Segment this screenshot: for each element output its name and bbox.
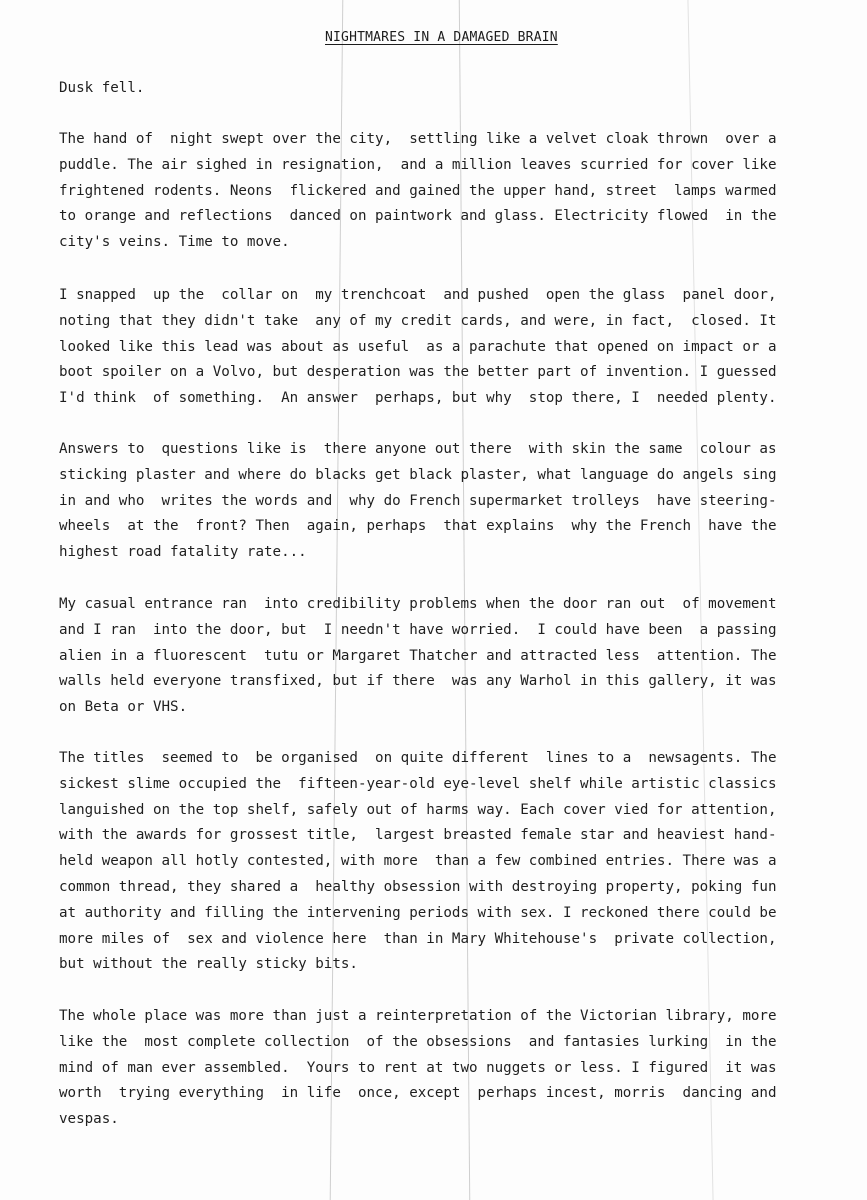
document-title: NIGHTMARES IN A DAMAGED BRAIN	[325, 30, 558, 45]
text-line: I snapped up the collar on my trenchcoat and pushed open the glass panel door,	[59, 287, 777, 303]
text-line: held weapon all hotly contested, with more than a few combined entries. There was a	[59, 853, 777, 870]
text-line: but without the really sticky bits.	[59, 956, 358, 973]
text-line: with the awards for grossest title, largest breasted female star and heaviest hand-	[59, 827, 777, 844]
text-line: highest road fatality rate...	[59, 544, 307, 561]
text-line: sticking plaster and where do blacks get black plaster, what language do angels sing	[59, 466, 777, 483]
text-line: I'd think of something. An answer perhaps, but why stop there, I needed plenty.	[59, 390, 777, 407]
text-line: languished on the top shelf, safely out of harms way. Each cover vied for attention,	[59, 801, 777, 818]
paragraph	[59, 1004, 839, 1133]
text-line: wheels at the front? Then again, perhaps that explains why the French have the	[59, 518, 777, 535]
text-line: The whole place was more than just a reinterpretation of the Victorian library, more	[59, 1008, 777, 1024]
text-line: in and who writes the words and why do French supermarket trolleys have steering-	[59, 492, 777, 509]
text-line: and I ran into the door, but I needn't have worried. I could have been a passing	[59, 621, 777, 638]
text-line: sickest slime occupied the fifteen-year-old eye-level shelf while artistic classics	[59, 775, 777, 792]
text-line: alien in a fluorescent tutu or Margaret Thatcher and attracted less attention. The	[59, 647, 777, 664]
paragraph	[59, 592, 839, 721]
paragraph	[59, 746, 839, 978]
paragraph	[59, 127, 839, 256]
text-line: vespas.	[59, 1111, 119, 1128]
text-line: walls held everyone transfixed, but if there was any Warhol in this gallery, it was	[59, 673, 777, 690]
paragraph	[59, 283, 839, 412]
paragraph	[59, 437, 839, 566]
text-line: like the most complete collection of the obsessions and fantasies lurking in the	[59, 1033, 777, 1050]
text-line: frightened rodents. Neons flickered and gained the upper hand, street lamps warmed	[59, 182, 777, 199]
text-line: noting that they didn't take any of my credit cards, and were, in fact, closed. It	[59, 312, 777, 329]
text-line: city's veins. Time to move.	[59, 234, 290, 251]
text-line: on Beta or VHS.	[59, 699, 188, 716]
text-line: boot spoiler on a Volvo, but desperation was the better part of invention. I guessed	[59, 364, 777, 381]
text-line: common thread, they shared a healthy obsession with destroying property, poking fun	[59, 878, 777, 895]
text-line: The hand of night swept over the city, settling like a velvet cloak thrown over a	[59, 131, 777, 147]
text-line: more miles of sex and violence here than in Mary Whitehouse's private collection,	[59, 930, 777, 947]
text-line: mind of man ever assembled. Yours to rent at two nuggets or less. I figured it was	[59, 1059, 777, 1076]
text-line: Dusk fell.	[59, 80, 145, 96]
text-line: worth trying everything in life once, except perhaps incest, morris dancing and	[59, 1085, 777, 1102]
paragraph	[59, 76, 839, 102]
text-line: Answers to questions like is there anyone out there with skin the same colour as	[59, 441, 777, 457]
text-line: to orange and reflections danced on paintwork and glass. Electricity flowed in the	[59, 208, 777, 225]
text-line: My casual entrance ran into credibility problems when the door ran out of movement	[59, 596, 777, 612]
text-line: The titles seemed to be organised on quite different lines to a newsagents. The	[59, 750, 777, 766]
text-line: looked like this lead was about as useful as a parachute that opened on impact or a	[59, 338, 777, 355]
text-line: puddle. The air sighed in resignation, and a million leaves scurried for cover like	[59, 156, 777, 173]
text-line: at authority and filling the intervening periods with sex. I reckoned there could be	[59, 904, 777, 921]
